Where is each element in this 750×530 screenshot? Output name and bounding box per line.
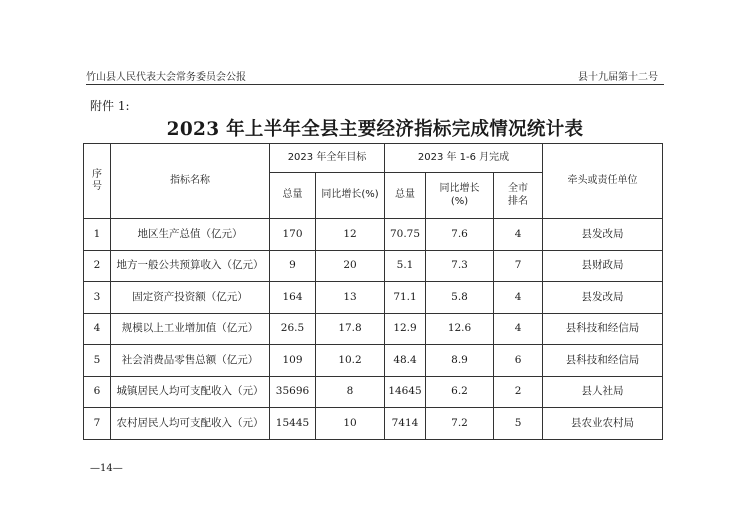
row-done-growth: 8.9: [426, 345, 494, 377]
row-responsible-unit: 县发改局: [543, 282, 663, 314]
row-target-total: 35696: [270, 376, 316, 408]
attachment-label: 附件 1:: [90, 99, 130, 113]
issue-number: 县十九届第十二号: [578, 72, 658, 83]
row-responsible-unit: 县农业农村局: [543, 408, 663, 440]
row-target-total: 9: [270, 250, 316, 282]
row-indicator-name: 农村居民人均可支配收入（元）: [111, 408, 270, 440]
table-row: [84, 282, 663, 314]
row-city-rank: 4: [494, 282, 543, 314]
table-row: [84, 313, 663, 345]
row-responsible-unit: 县科技和经信局: [543, 345, 663, 377]
row-done-total: 5.1: [385, 250, 426, 282]
row-city-rank: 4: [494, 313, 543, 345]
header-city-rank: 全市 排名: [494, 173, 543, 219]
row-seq: 7: [84, 408, 111, 440]
row-indicator-name: 地区生产总值（亿元）: [111, 219, 270, 251]
row-done-growth: 7.3: [426, 250, 494, 282]
row-done-growth: 7.2: [426, 408, 494, 440]
row-done-total: 70.75: [385, 219, 426, 251]
row-indicator-name: 地方一般公共预算收入（亿元）: [111, 250, 270, 282]
row-done-total: 7414: [385, 408, 426, 440]
row-responsible-unit: 县财政局: [543, 250, 663, 282]
row-seq: 1: [84, 219, 111, 251]
header-h1-completion: 2023 年 1-6 月完成: [385, 144, 543, 173]
row-done-growth: 5.8: [426, 282, 494, 314]
row-indicator-name: 社会消费品零售总额（亿元）: [111, 345, 270, 377]
row-target-growth: 13: [316, 282, 385, 314]
table-row: [84, 250, 663, 282]
row-seq: 2: [84, 250, 111, 282]
row-responsible-unit: 县人社局: [543, 376, 663, 408]
row-done-total: 14645: [385, 376, 426, 408]
row-indicator-name: 固定资产投资额（亿元）: [111, 282, 270, 314]
row-target-growth: 20: [316, 250, 385, 282]
row-done-total: 48.4: [385, 345, 426, 377]
header-target-growth: 同比增长(%): [316, 173, 385, 219]
row-done-growth: 6.2: [426, 376, 494, 408]
row-indicator-name: 城镇居民人均可支配收入（元）: [111, 376, 270, 408]
table-row: [84, 376, 663, 408]
row-city-rank: 6: [494, 345, 543, 377]
header-done-growth: 同比增长 (%): [426, 173, 494, 219]
header-target-total: 总量: [270, 173, 316, 219]
row-target-total: 15445: [270, 408, 316, 440]
row-done-total: 12.9: [385, 313, 426, 345]
table-row: [84, 345, 663, 377]
row-target-total: 109: [270, 345, 316, 377]
row-target-total: 26.5: [270, 313, 316, 345]
row-city-rank: 4: [494, 219, 543, 251]
row-city-rank: 5: [494, 408, 543, 440]
gazette-name: 竹山县人民代表大会常务委员会公报: [86, 72, 246, 83]
row-target-growth: 8: [316, 376, 385, 408]
header-indicator: 指标名称: [111, 144, 270, 219]
row-seq: 4: [84, 313, 111, 345]
header-row-1: [84, 144, 663, 173]
row-responsible-unit: 县科技和经信局: [543, 313, 663, 345]
row-indicator-name: 规模以上工业增加值（亿元）: [111, 313, 270, 345]
header-seq: 序 号: [84, 144, 111, 219]
row-target-growth: 10.2: [316, 345, 385, 377]
row-target-total: 170: [270, 219, 316, 251]
row-seq: 3: [84, 282, 111, 314]
row-target-total: 164: [270, 282, 316, 314]
row-responsible-unit: 县发改局: [543, 219, 663, 251]
header-rule: [86, 84, 664, 85]
row-done-growth: 7.6: [426, 219, 494, 251]
row-target-growth: 10: [316, 408, 385, 440]
page-number: —14—: [90, 463, 123, 474]
row-city-rank: 2: [494, 376, 543, 408]
row-seq: 5: [84, 345, 111, 377]
row-target-growth: 12: [316, 219, 385, 251]
row-seq: 6: [84, 376, 111, 408]
row-target-growth: 17.8: [316, 313, 385, 345]
row-done-total: 71.1: [385, 282, 426, 314]
header-responsible: 牵头或责任单位: [543, 144, 663, 219]
statistics-table: [83, 143, 663, 440]
header-full-year-target: 2023 年全年目标: [270, 144, 385, 173]
table-row: [84, 408, 663, 440]
header-done-total: 总量: [385, 173, 426, 219]
page-title: 2023 年上半年全县主要经济指标完成情况统计表: [166, 119, 584, 140]
table-row: [84, 219, 663, 251]
row-city-rank: 7: [494, 250, 543, 282]
row-done-growth: 12.6: [426, 313, 494, 345]
